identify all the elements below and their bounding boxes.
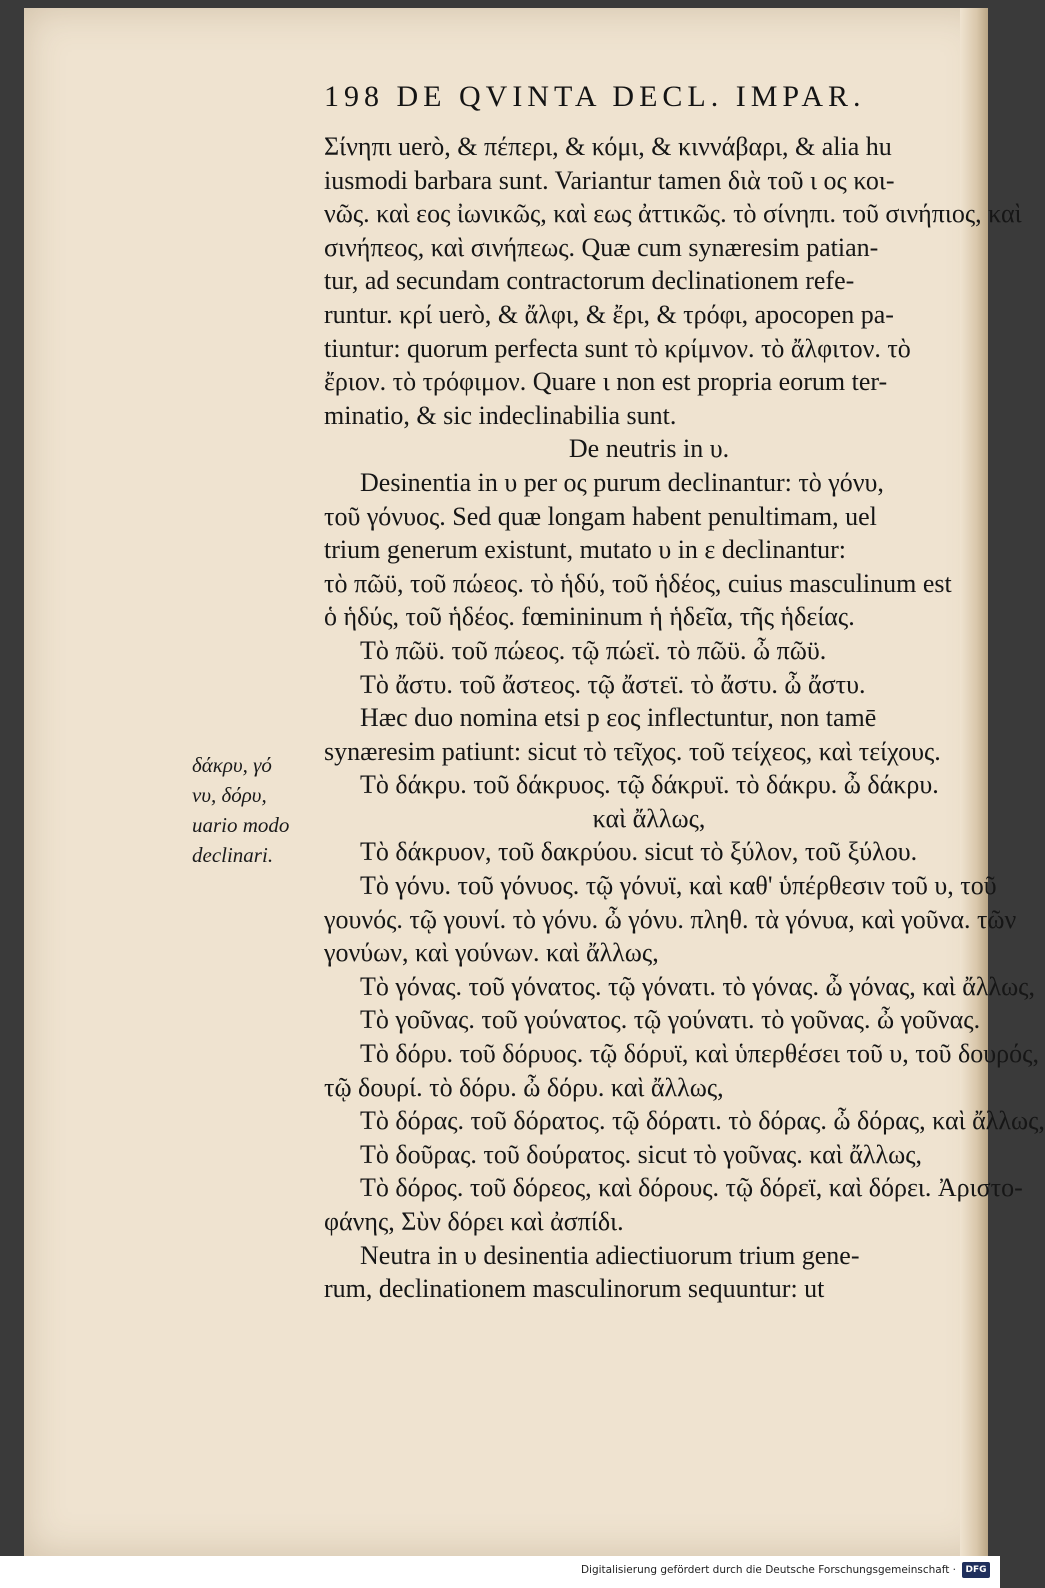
dfg-logo: DFG	[962, 1562, 990, 1578]
book-page	[24, 8, 1045, 1556]
text-line: Τὸ δοῦρας. τοῦ δούρατος. sicut τὸ γοῦνας. καὶ ἄλλως,	[360, 1139, 923, 1169]
text-line: Τὸ δάκρυ. τοῦ δάκρυος. τῷ δάκρυϊ. τὸ δάκρυ. ὦ δάκρυ.	[360, 770, 939, 800]
text-line: Τὸ δόρος. τοῦ δόρεος, καὶ δόρους. τῷ δόρεϊ, καὶ δόρει. Ἀριστο-	[360, 1173, 1023, 1203]
text-line: φάνης, Σὺν δόρει καὶ ἀσπίδι.	[324, 1207, 624, 1236]
text-line: γουνός. τῷ γουνί. τὸ γόνυ. ὦ γόνυ. πληθ. τὰ γόνυα, καὶ γοῦνα. τῶν	[324, 904, 1017, 934]
text-line: minatio, & sic indeclinabilia sunt.	[324, 400, 677, 430]
text-line: ὁ ἡδύς, τοῦ ἡδέος. fœmininum ἡ ἡδεῖα, τῆς ἡδείας.	[324, 602, 855, 632]
margin-note-line: uario modo	[192, 813, 290, 837]
section-heading: De neutris in υ.	[568, 434, 730, 464]
text-line: καὶ ἄλλως,	[592, 803, 706, 833]
text-line: Neutra in υ desinentia adiectiuorum trium gene-	[360, 1240, 860, 1270]
text-line: Σίνηπι uerò, & πέπερι, & κόμι, & κιννάβαρι, & alia hu	[324, 132, 892, 161]
text-line: Τὸ γοῦνας. τοῦ γούνατος. τῷ γούνατι. τὸ γοῦνας. ὦ γοῦνας.	[360, 1005, 981, 1035]
text-line: tiuntur: quorum perfecta sunt τὸ κρίμνον. τὸ ἄλφιτον. τὸ	[324, 333, 911, 363]
text-line: Τὸ δόρυ. τοῦ δόρυος. τῷ δόρυϊ, καὶ ὑπερθέσει τοῦ υ, τοῦ δουρός,	[360, 1039, 1039, 1069]
margin-note-line: δάκρυ, γό	[192, 753, 272, 777]
text-line: Τὸ γόνας. τοῦ γόνατος. τῷ γόνατι. τὸ γόνας. ὦ γόνας, καὶ ἄλλως,	[360, 971, 1035, 1001]
text-line: γονύων, καὶ γούνων. καὶ ἄλλως,	[324, 938, 659, 968]
text-line: Hæc duo nomina etsi p εος inflectuntur, non tamē	[360, 703, 877, 733]
text-line: trium generum existunt, mutato υ in ε declinantur:	[324, 535, 847, 565]
text-line: Τὸ δόρας. τοῦ δόρατος. τῷ δόρατι. τὸ δόρας. ὦ δόρας, καὶ ἄλλως,	[360, 1106, 1045, 1136]
margin-note	[192, 750, 324, 870]
body-text	[324, 130, 1045, 1306]
text-line: synæresim patiunt: sicut τὸ τεῖχος. τοῦ τείχεος, καὶ τείχους.	[324, 736, 941, 766]
running-header: 198 DE QVINTA DECL. IMPAR.	[324, 80, 866, 113]
footer-bar	[0, 1556, 1000, 1588]
text-line: Τὸ πῶϋ. τοῦ πώεος. τῷ πώεϊ. τὸ πῶϋ. ὦ πῶϋ.	[360, 635, 827, 665]
text-line: Τὸ δάκρυον, τοῦ δακρύου. sicut τὸ ξύλον, τοῦ ξύλου.	[360, 837, 918, 867]
text-line: runtur. κρί uerò, & ἄλφι, & ἔρι, & τρόφι, apocopen pa-	[324, 299, 894, 329]
text-line: Τὸ ἄστυ. τοῦ ἄστεος. τῷ ἄστεϊ. τὸ ἄστυ. ὦ ἄστυ.	[360, 669, 866, 699]
text-line: iusmodi barbara sunt. Variantur tamen διὰ τοῦ ι ος κοι-	[324, 165, 895, 195]
text-line: νῶς. καὶ εος ἰωνικῶς, καὶ εως ἀττικῶς. τὸ σίνηπι. τοῦ σινήπιος, καὶ	[324, 199, 1022, 229]
text-line: tur, ad secundam contractorum declinationem refe-	[324, 266, 855, 296]
margin-note-line: νυ, δόρυ,	[192, 783, 267, 807]
text-line: τῷ δουρί. τὸ δόρυ. ὦ δόρυ. καὶ ἄλλως,	[324, 1072, 724, 1102]
text-line: Desinentia in υ per ος purum declinantur: τὸ γόνυ,	[360, 467, 884, 497]
text-line: rum, declinationem masculinorum sequuntur: ut	[324, 1274, 825, 1304]
text-line: Τὸ γόνυ. τοῦ γόνυος. τῷ γόνυϊ, καὶ καθ' ὑπέρθεσιν τοῦ υ, τοῦ	[360, 871, 997, 901]
margin-note-line: declinari.	[192, 843, 274, 867]
text-line: σινήπεος, καὶ σινήπεως. Quæ cum synæresim patian-	[324, 232, 879, 262]
text-line: ἔριον. τὸ τρόφιμον. Quare ι non est propria eorum ter-	[324, 367, 888, 397]
funding-notice: Digitalisierung gefördert durch die Deutsche Forschungsgemeinschaft ·	[580, 1564, 956, 1576]
text-line: τὸ πῶϋ, τοῦ πώεος. τὸ ἡδύ, τοῦ ἡδέος, cuius masculinum est	[324, 568, 952, 598]
text-line: τοῦ γόνυος. Sed quæ longam habent penultimam, uel	[324, 501, 877, 531]
